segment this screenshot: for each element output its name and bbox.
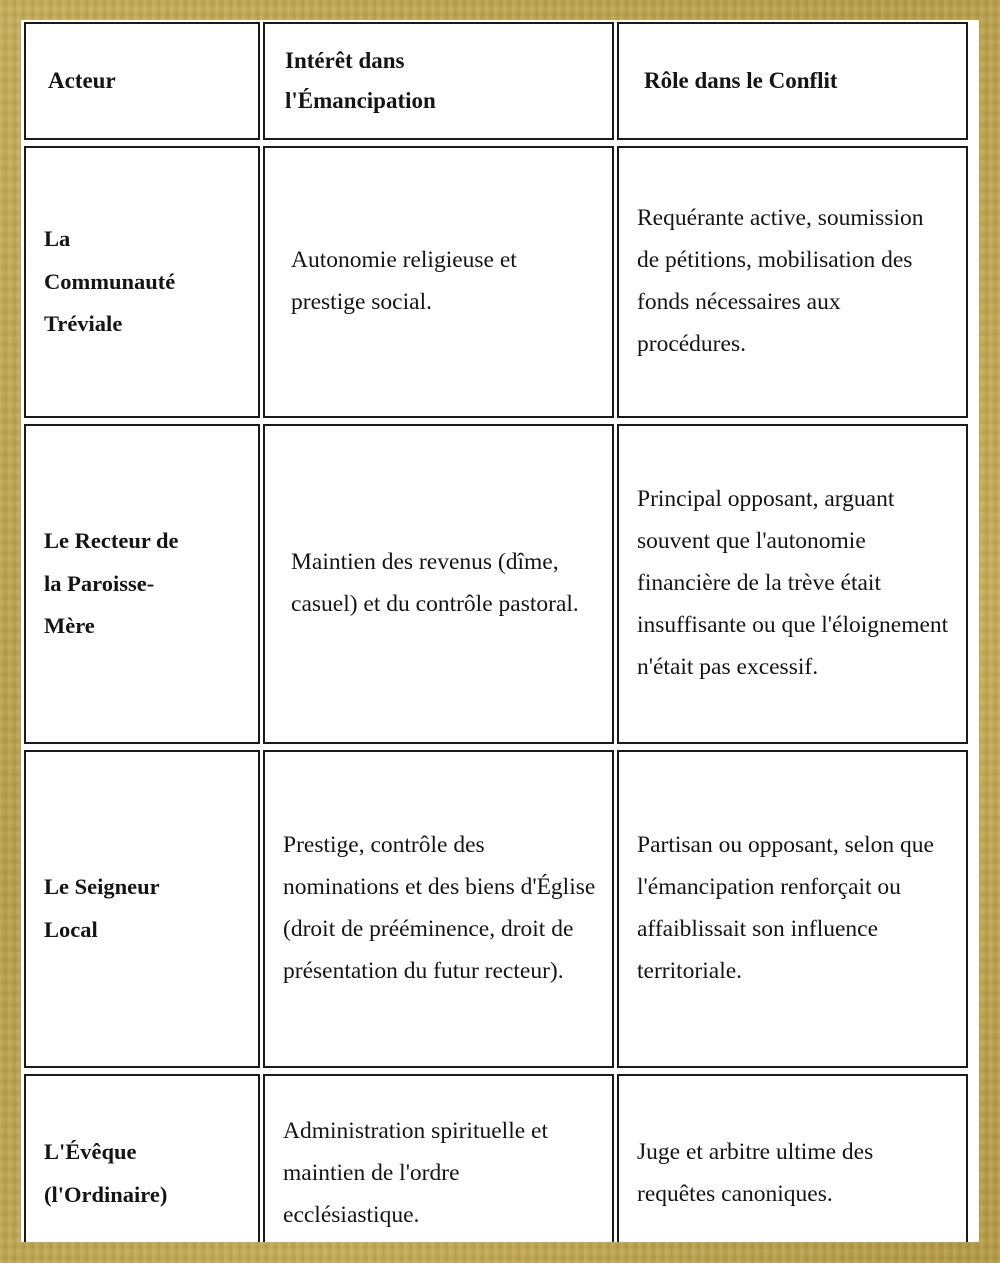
column-header-acteur [24, 22, 260, 140]
cell-interet-3: Prestige, contrôle des nominations et des biens d'Église (droit de prééminence, droit de présentation du futur recteur). [263, 750, 614, 1068]
cell-acteur-1 [24, 146, 260, 418]
column-header-interet [263, 22, 614, 140]
column-header-acteur-text: Acteur [48, 68, 116, 94]
cell-role-1: Requérante active, soumission de pétitions, mobilisation des fonds nécessaires aux procédures. [617, 146, 968, 418]
actors-roles-table [21, 20, 971, 1242]
acteur-1-line3: Tréviale [44, 311, 123, 337]
acteur-3-line1: Le Seigneur [44, 874, 160, 900]
cell-interet-4: Administration spirituelle et maintien de l'ordre ecclésiastique. [263, 1074, 614, 1242]
cell-role-4: Juge et arbitre ultime des requêtes canoniques. [617, 1074, 968, 1242]
table-row [24, 146, 968, 418]
column-header-interet-line1: Intérêt dans [285, 48, 405, 74]
cell-role-2: Principal opposant, arguant souvent que l'autonomie financière de la trève était insuffisante ou que l'éloignement n'était pas excessif. [617, 424, 968, 744]
acteur-1-line2: Communauté [44, 268, 176, 294]
column-header-role [617, 22, 968, 140]
document-page [21, 20, 979, 1242]
column-header-role-text: Rôle dans le Conflit [644, 68, 838, 94]
acteur-1-line1: La [44, 225, 71, 251]
acteur-4-line2: (l'Ordinaire) [44, 1182, 168, 1207]
column-header-interet-line2: l'Émancipation [285, 88, 436, 113]
acteur-4-line1: L'Évêque [44, 1139, 137, 1165]
acteur-2-line1: Le Recteur de [44, 527, 179, 553]
cell-acteur-3 [24, 750, 260, 1068]
table-header [24, 22, 968, 140]
acteur-2-line3: Mère [44, 613, 95, 639]
acteur-3-line2: Local [44, 917, 98, 942]
acteur-2-line2: la Paroisse- [44, 570, 155, 596]
table-row [24, 750, 968, 1068]
table-row [24, 424, 968, 744]
cell-acteur-4 [24, 1074, 260, 1242]
cell-role-3: Partisan ou opposant, selon que l'émancipation renforçait ou affaiblissait son influence territoriale. [617, 750, 968, 1068]
table-row [24, 1074, 968, 1242]
table-header-row [24, 22, 968, 140]
table-body [24, 146, 968, 1242]
cell-interet-2: Maintien des revenus (dîme, casuel) et du contrôle pastoral. [263, 424, 614, 744]
cell-acteur-2 [24, 424, 260, 744]
cell-interet-1: Autonomie religieuse et prestige social. [263, 146, 614, 418]
